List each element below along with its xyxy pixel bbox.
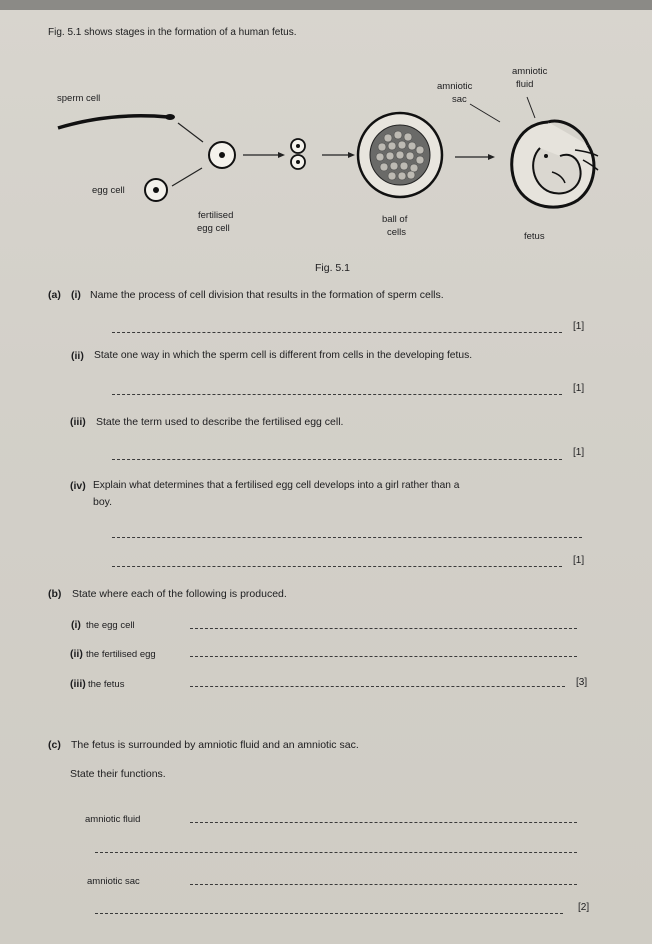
q-a-iv-answer-line-2[interactable] xyxy=(112,566,562,567)
q-c-mark: [2] xyxy=(578,902,590,913)
part-c-text: The fetus is surrounded by amniotic fluid and an amniotic sac. xyxy=(71,739,359,751)
q-a-iv-text-line2: boy. xyxy=(93,496,113,508)
q-b-iii-number: (iii) xyxy=(70,678,86,690)
q-a-ii-answer-line[interactable] xyxy=(112,394,562,395)
part-c-text-2: State their functions. xyxy=(70,768,166,780)
intro-text: Fig. 5.1 shows stages in the formation of a human fetus. xyxy=(48,27,297,38)
q-a-ii-number: (ii) xyxy=(71,350,84,362)
q-c-sac-answer-line-2[interactable] xyxy=(95,913,563,914)
q-a-i-number: (i) xyxy=(71,289,81,301)
q-a-ii-mark: [1] xyxy=(573,383,585,394)
label-amniotic-sac-question: amniotic sac xyxy=(87,876,140,887)
label-fetus: fetus xyxy=(524,231,545,242)
label-fertilised-line1: fertilised xyxy=(198,210,234,221)
q-a-iii-answer-line[interactable] xyxy=(112,459,562,460)
sperm-cell-drawing xyxy=(58,114,175,128)
q-b-i-text: the egg cell xyxy=(86,620,135,631)
q-c-fluid-answer-line-1[interactable] xyxy=(190,822,577,823)
q-a-iii-mark: [1] xyxy=(573,447,585,458)
q-a-i-mark: [1] xyxy=(573,321,585,332)
q-a-i-text: Name the process of cell division that results in the formation of sperm cells. xyxy=(90,289,444,301)
q-a-i-answer-line[interactable] xyxy=(112,332,562,333)
q-b-ii-answer-line[interactable] xyxy=(190,656,577,657)
q-b-i-number: (i) xyxy=(71,619,81,631)
label-amniotic-sac-line1: amniotic xyxy=(437,81,473,92)
label-ball-line2: cells xyxy=(387,227,407,238)
label-fertilised-line2: egg cell xyxy=(197,223,230,234)
q-b-ii-number: (ii) xyxy=(70,648,83,660)
label-amniotic-sac-line2: sac xyxy=(452,94,467,105)
label-amniotic-fluid-line1: amniotic xyxy=(512,66,548,77)
fetus-drawing xyxy=(512,121,598,207)
q-b-iii-text: the fetus xyxy=(88,679,125,690)
q-c-sac-answer-line-1[interactable] xyxy=(190,884,577,885)
q-a-iv-answer-line-1[interactable] xyxy=(112,537,582,538)
part-c-label: (c) xyxy=(48,739,61,751)
ball-of-cells-drawing xyxy=(358,113,442,197)
q-b-mark: [3] xyxy=(576,677,588,688)
q-a-ii-text: State one way in which the sperm cell is different from cells in the developing fetus. xyxy=(94,350,473,361)
label-ball-line1: ball of xyxy=(382,214,408,225)
sperm-to-zygote-arrow xyxy=(178,123,203,142)
egg-to-zygote-arrow xyxy=(172,168,202,186)
label-egg-cell: egg cell xyxy=(92,185,125,196)
q-c-fluid-answer-line-2[interactable] xyxy=(95,852,577,853)
part-a-label: (a) xyxy=(48,289,61,301)
two-cell-drawing xyxy=(291,139,305,169)
figure-caption: Fig. 5.1 xyxy=(315,262,351,274)
q-b-iii-answer-line[interactable] xyxy=(190,686,565,687)
label-amniotic-fluid-line2: fluid xyxy=(516,79,534,90)
egg-cell-drawing xyxy=(145,179,167,201)
q-a-iv-number: (iv) xyxy=(70,480,86,492)
label-amniotic-fluid-question: amniotic fluid xyxy=(85,814,141,825)
q-a-iii-text: State the term used to describe the fertilised egg cell. xyxy=(96,416,344,428)
label-sperm-cell: sperm cell xyxy=(57,93,101,104)
q-a-iv-text-line1: Explain what determines that a fertilised egg cell develops into a girl rather than a xyxy=(93,480,460,491)
q-a-iii-number: (iii) xyxy=(70,416,86,428)
q-b-ii-text: the fertilised egg xyxy=(86,649,156,660)
fertilised-egg-drawing xyxy=(209,142,235,168)
q-a-iv-mark: [1] xyxy=(573,555,585,566)
part-b-text: State where each of the following is produced. xyxy=(72,588,287,600)
q-b-i-answer-line[interactable] xyxy=(190,628,577,629)
part-b-label: (b) xyxy=(48,588,62,600)
